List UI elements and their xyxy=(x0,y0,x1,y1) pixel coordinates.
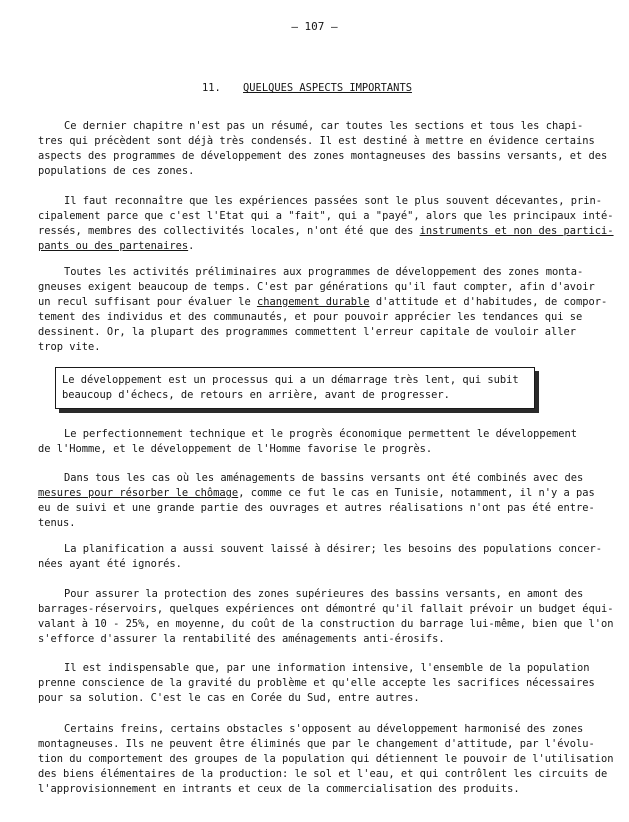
paragraph-6-line-3: eu de suivi et une grande partie des ouvrages et autres réalisations n'ont pas été entre- xyxy=(38,502,595,514)
paragraph-10-line-2: montagneuses. Ils ne peuvent être éliminés que par le changement d'attitude, par l'évolu- xyxy=(38,738,595,750)
highlight-box-line-1: Le développement est un processus qui a un démarrage très lent, qui subit xyxy=(62,374,519,386)
paragraph-3-line-5: dessinent. Or, la plupart des programmes commettent l'erreur capitale de vouloir aller xyxy=(38,326,576,338)
paragraph-2-line-3-text: ressés, membres des collectivités locales, n'ont été que des instruments et non des partici- xyxy=(38,225,614,237)
paragraph-5-line-2: de l'Homme, et le développement de l'Homme favorise le progrès. xyxy=(38,443,433,455)
paragraph-3-line-3: un recul suffisant pour évaluer le changement durable d'attitude et d'habitudes, de compor- xyxy=(38,296,608,308)
paragraph-7-line-2: nées ayant été ignorés. xyxy=(38,558,182,570)
paragraph-9-line-3: pour sa solution. C'est le cas en Corée du Sud, entre autres. xyxy=(38,692,420,704)
paragraph-8-line-3: valant à 10 - 25%, en moyenne, du coût de la construction du barrage lui-même, bien que l'on xyxy=(38,618,614,630)
paragraph-3-line-6: trop vite. xyxy=(38,341,101,353)
paragraph-1-line-4: populations de ces zones. xyxy=(38,165,195,177)
paragraph-6-line-2: mesures pour résorber le chômage, comme ce fut le cas en Tunisie, notamment, il n'y a pas xyxy=(38,487,595,499)
paragraph-9-line-2: prenne conscience de la gravité du problème et qu'elle accepte les sacrifices nécessaires xyxy=(38,677,595,689)
paragraph-2-line-2: cipalement parce que c'est l'Etat qui a "fait", qui a "payé", alors que les principaux inté- xyxy=(38,210,614,222)
paragraph-5-line-1: Le perfectionnement technique et le progrès économique permettent le développement xyxy=(64,428,577,440)
paragraph-2-line-3 xyxy=(38,225,614,237)
paragraph-2-line-1: Il faut reconnaître que les expériences passées sont le plus souvent décevantes, prin- xyxy=(64,195,602,207)
paragraph-3-line-1: Toutes les activités préliminaires aux programmes de développement des zones monta- xyxy=(64,266,584,278)
paragraph-10-line-5: l'approvisionnement en intrants et ceux de la commercialisation des produits. xyxy=(38,783,520,795)
highlight-box-line-2: beaucoup d'échecs, de retours en arrière, avant de progresser. xyxy=(62,389,450,401)
paragraph-8-line-2: barrages-réservoirs, quelques expériences ont démontré qu'il fallait prévoir un budget équi- xyxy=(38,603,614,615)
paragraph-2-line-4: pants ou des partenaires. xyxy=(38,240,195,252)
paragraph-9-line-1: Il est indispensable que, par une information intensive, l'ensemble de la population xyxy=(64,662,590,674)
page-number: – 107 – xyxy=(291,20,338,33)
section-number: 11. xyxy=(202,82,221,94)
section-title: QUELQUES ASPECTS IMPORTANTS xyxy=(243,82,412,94)
paragraph-3-line-2: gneuses exigent beaucoup de temps. C'est par générations qu'il faut compter, afin d'avoir xyxy=(38,281,595,293)
paragraph-7-line-1: La planification a aussi souvent laissé à désirer; les besoins des populations concer- xyxy=(64,543,602,555)
paragraph-8-line-1: Pour assurer la protection des zones supérieures des bassins versants, en amont des xyxy=(64,588,584,600)
paragraph-1-line-2: tres qui précèdent sont déjà très condensés. Il est destiné à mettre en évidence certains xyxy=(38,135,595,147)
paragraph-10-line-1: Certains freins, certains obstacles s'opposent au développement harmonisé des zones xyxy=(64,723,584,735)
paragraph-1-line-3: aspects des programmes de développement des zones montagneuses des bassins versants, et des xyxy=(38,150,608,162)
section-heading xyxy=(202,82,412,94)
paragraph-10-line-4: des biens élémentaires de la production: le sol et l'eau, et qui contrôlent les circuits de xyxy=(38,768,608,780)
paragraph-8-line-4: s'efforce d'assurer la rentabilité des aménagements anti-érosifs. xyxy=(38,633,445,645)
paragraph-1-line-1: Ce dernier chapitre n'est pas un résumé, car toutes les sections et tous les chapi- xyxy=(64,120,584,132)
paragraph-6-line-4: tenus. xyxy=(38,517,76,529)
paragraph-6-line-1: Dans tous les cas où les aménagements de bassins versants ont été combinés avec des xyxy=(64,472,584,484)
paragraph-3-line-4: tement des individus et des communautés, et pour pouvoir apprécier les tendances qui se xyxy=(38,311,583,323)
paragraph-10-line-3: tion du comportement des groupes de la population qui détiennent le pouvoir de l'utilisation xyxy=(38,753,614,765)
